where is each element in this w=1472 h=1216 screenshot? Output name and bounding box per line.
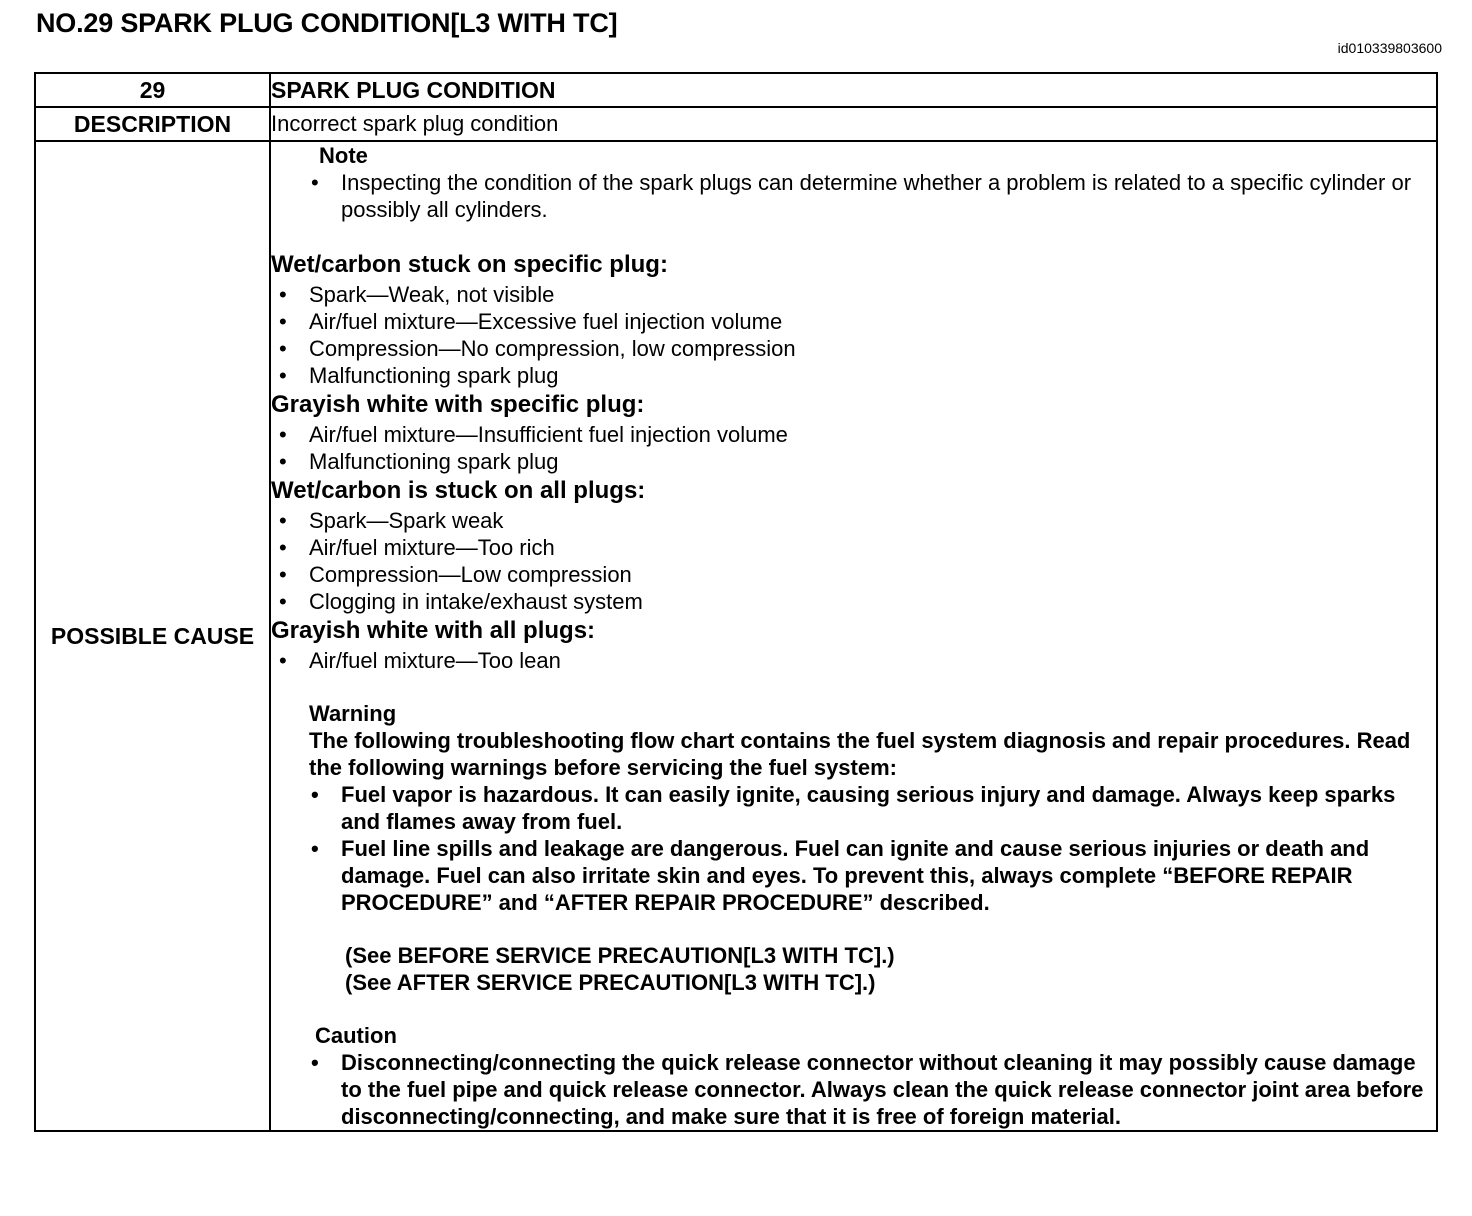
cause-list	[309, 507, 1436, 615]
cause-list	[309, 421, 1436, 475]
description-label: DESCRIPTION	[35, 107, 270, 141]
description-value: Incorrect spark plug condition	[270, 107, 1437, 141]
possible-cause-row	[35, 141, 1437, 1131]
list-item: • Spark—Spark weak	[309, 507, 1436, 534]
cause-list	[309, 281, 1436, 389]
document-id: id010339803600	[1337, 40, 1442, 56]
list-item: • Air/fuel mixture—Too rich	[309, 534, 1436, 561]
list-item: • Fuel vapor is hazardous. It can easily ignite, causing serious injury and damage. Always keep sparks and flames away from fuel.	[341, 781, 1436, 835]
warning-title: Warning	[309, 701, 397, 726]
list-item: • Disconnecting/connecting the quick release connector without cleaning it may possibly cause damage to the fuel pipe and quick release connector. Always clean the quick release connector joint area before disconnecting/connecting, and make sure that it is free of foreign material.	[341, 1049, 1436, 1130]
item-number-cell: 29	[35, 73, 270, 107]
list-item: • Inspecting the condition of the spark plugs can determine whether a problem is related to a specific cylinder or possibly all cylinders.	[341, 169, 1436, 223]
possible-cause-label: POSSIBLE CAUSE	[35, 141, 270, 1131]
table-header-row	[35, 73, 1437, 107]
warning-block	[309, 700, 1436, 916]
note-title: Note	[319, 143, 368, 168]
cause-section-title: Grayish white with all plugs:	[271, 617, 596, 644]
possible-cause-content	[270, 141, 1437, 1131]
list-item: • Air/fuel mixture—Excessive fuel injection volume	[309, 308, 1436, 335]
list-item: • Clogging in intake/exhaust system	[309, 588, 1436, 615]
note-list	[341, 169, 1436, 223]
reference-links	[345, 942, 1436, 996]
list-item: • Malfunctioning spark plug	[309, 448, 1436, 475]
diagnostic-table	[34, 72, 1438, 1132]
list-item: • Compression—Low compression	[309, 561, 1436, 588]
list-item: • Air/fuel mixture—Insufficient fuel injection volume	[309, 421, 1436, 448]
cause-section-title: Wet/carbon stuck on specific plug:	[271, 251, 668, 278]
cause-section-title: Grayish white with specific plug:	[271, 391, 645, 418]
list-item: • Compression—No compression, low compression	[309, 335, 1436, 362]
list-item: • Air/fuel mixture—Too lean	[309, 647, 1436, 674]
caution-title: Caution	[315, 1023, 397, 1048]
caution-list	[341, 1049, 1436, 1130]
list-item: • Fuel line spills and leakage are dangerous. Fuel can ignite and cause serious injuries or death and damage. Fuel can also irritate skin and eyes. To prevent this, always complete “BEFORE REPAIR PROCEDURE” and “AFTER REPAIR PROCEDURE” described.	[341, 835, 1436, 916]
list-item: • Malfunctioning spark plug	[309, 362, 1436, 389]
after-service-link[interactable]: (See AFTER SERVICE PRECAUTION[L3 WITH TC].)	[345, 970, 876, 995]
warning-intro: The following troubleshooting flow chart contains the fuel system diagnosis and repair procedures. Read the following warnings before servicing the fuel system:	[309, 728, 1411, 780]
cause-list	[309, 647, 1436, 674]
description-row	[35, 107, 1437, 141]
item-name-cell: SPARK PLUG CONDITION	[270, 73, 1437, 107]
list-item: • Spark—Weak, not visible	[309, 281, 1436, 308]
cause-section-title: Wet/carbon is stuck on all plugs:	[271, 477, 646, 504]
caution-block	[315, 1022, 1436, 1130]
warning-list	[341, 781, 1436, 916]
before-service-link[interactable]: (See BEFORE SERVICE PRECAUTION[L3 WITH TC].)	[345, 943, 895, 968]
page-title: NO.29 SPARK PLUG CONDITION[L3 WITH TC]	[36, 8, 618, 38]
